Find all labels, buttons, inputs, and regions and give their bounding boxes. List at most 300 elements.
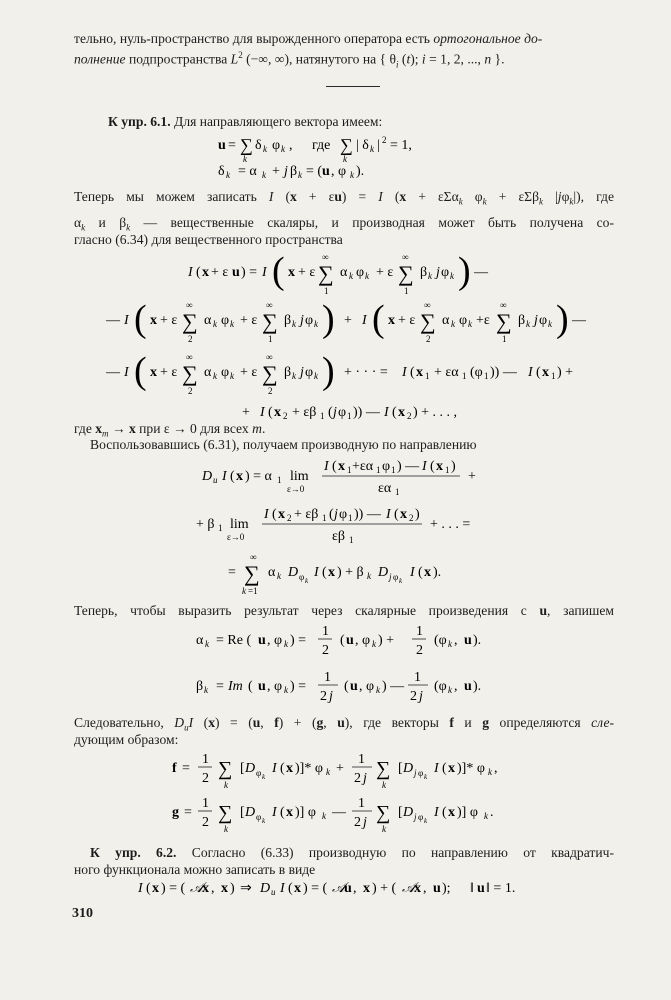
svg-text:+: + [272,164,280,179]
svg-text:k: k [292,319,296,329]
svg-text:=: = [184,805,192,820]
svg-text:,: , [211,881,215,896]
svg-text:u: u [477,881,485,896]
svg-text:∑: ∑ [218,802,233,824]
svg-text:k: k [292,371,296,381]
svg-text:k: k [484,811,488,821]
svg-text:u: u [213,475,218,485]
svg-text:I: I [386,507,391,522]
svg-text:I: I [138,881,143,896]
svg-text:—: — [332,805,346,820]
svg-text:∑: ∑ [420,309,436,334]
svg-text:∑: ∑ [376,802,391,824]
svg-text:φ: φ [256,812,262,822]
svg-text:1: 1 [425,371,430,381]
para-now-line-1: Теперь мы можем записать I (x + εu) = I (x + εΣα$_k$ $\varphi_k + \varepsilon\Sigma\beta_k$ $|j\varphi_k|$), где [74,189,614,207]
svg-text:(: ( [322,565,327,580]
svg-text:).: ). [473,633,482,648]
svg-text:2: 2 [410,689,417,704]
svg-text:+ε: +ε [476,313,490,328]
svg-text:φ: φ [339,507,348,522]
svg-text:1: 1 [462,371,467,381]
svg-text:(: ( [134,350,147,392]
svg-text:1: 1 [347,411,352,421]
svg-text:(: ( [442,761,447,776]
svg-text:) =: ) = [290,679,307,694]
svg-text:): ) [322,298,335,340]
svg-text:)) —: )) — [353,405,380,420]
eq-delta [0,160,671,182]
final-eq [0,876,671,900]
svg-text:=: = [228,138,236,153]
svg-text:1: 1 [445,465,450,475]
svg-text:1: 1 [348,513,353,523]
svg-text:D: D [245,761,256,776]
svg-text:k: k [448,639,452,649]
svg-text:+ ε: + ε [398,313,416,328]
svg-text:(: ( [344,679,349,694]
svg-text:) + β: ) + β [337,565,364,580]
svg-text:+ εβ: + εβ [294,507,319,522]
svg-text:);: ); [442,881,451,896]
svg-text:)]* φ: )]* φ [295,761,323,776]
svg-text:‖: ‖ [470,881,474,896]
svg-text:k: k [224,780,228,790]
svg-text:φ: φ [418,812,424,822]
svg-text:φ: φ [441,265,450,280]
para-now-line-2: $\alpha_k$ и $\beta_k$ — вещественные скаляры, и производная может быть получена со- [74,215,614,233]
svg-text:1: 1 [414,670,421,685]
svg-text:k: k [372,639,376,649]
svg-text:α: α [442,313,450,328]
svg-text:+ ε: + ε [160,313,178,328]
svg-text:j: j [284,164,288,179]
svg-text:).: ). [433,565,442,580]
alpha-eq [0,622,671,662]
svg-text:εβ: εβ [332,529,346,544]
svg-text:j: j [534,313,538,328]
svg-text:x: x [338,459,345,474]
svg-text:k: k [382,824,386,834]
svg-text:2: 2 [407,411,412,421]
svg-text:k: k [230,319,234,329]
section-divider [326,86,380,87]
svg-text:(: ( [394,507,399,522]
svg-text:x: x [448,805,455,820]
using-line: Воспользовавшись (6.31), получаем производную по направлению [90,437,477,452]
svg-text:φ: φ [356,265,365,280]
svg-text:, φ: , φ [331,164,347,179]
svg-text:+ εα: + εα [434,365,459,380]
svg-text:1: 1 [322,513,327,523]
expand-line-3 [0,348,671,400]
svg-text:(: ( [392,405,397,420]
svg-text:j: j [389,572,392,582]
svg-text:x: x [398,405,405,420]
ex1-heading [108,113,382,130]
svg-text:= α: = α [238,164,257,179]
svg-text:)) —: )) — [354,507,381,522]
svg-text:k: k [305,577,309,585]
svg-text:2: 2 [202,771,209,786]
svg-text:1: 1 [202,796,209,811]
svg-text:u: u [464,633,472,648]
svg-text:2: 2 [268,386,273,396]
svg-text:k: k [343,154,347,164]
svg-text:⇒: ⇒ [240,881,252,896]
para-now-line-3: гласно (6.34) для вещественного пространства [74,232,343,247]
hence-line-1: Следовательно, $D_uI$ (x) = (u, f) + (g, u), где векторы f и g определяются сле- [74,715,615,733]
svg-text:(: ( [430,459,435,474]
svg-text:1: 1 [404,286,409,296]
svg-text:) + . . . ,: ) + . . . , [413,405,458,420]
f-eq [0,750,671,794]
svg-text:φ: φ [221,313,230,328]
svg-text:I: I [410,565,415,580]
svg-text:∞: ∞ [250,552,257,562]
svg-text:∑: ∑ [376,758,391,780]
svg-text:j: j [300,313,304,328]
svg-text:u: u [464,679,472,694]
svg-text:[: [ [240,805,245,820]
svg-text:I: I [272,761,277,776]
svg-text:D: D [288,565,299,580]
svg-text:)] φ: )] φ [457,805,478,820]
svg-text:u: u [346,633,354,648]
svg-text:j: j [414,812,417,822]
top-line-2: полнение подпространства $L^2$ (−∞, ∞), натянутого на { $\theta_i$ (t); i = 1, 2, ..., n }. [74,50,505,70]
svg-text:∑: ∑ [262,361,278,386]
svg-text:φ: φ [459,313,468,328]
svg-text:): ) [451,459,456,474]
svg-text:∑: ∑ [262,309,278,334]
svg-text:x: x [150,365,157,380]
svg-text:) + (: ) + ( [372,881,397,896]
svg-text:∑: ∑ [218,758,233,780]
svg-text:(φ: (φ [470,365,483,380]
svg-text:) +: ) + [378,633,395,648]
svg-text:β: β [284,313,292,328]
svg-text:∞: ∞ [186,352,193,362]
svg-text:k: k [349,271,353,281]
svg-text:x: x [400,507,407,522]
svg-text:j: j [436,265,440,280]
deriv-line-1 [0,452,671,502]
svg-text:𝒜: 𝒜 [402,881,416,896]
svg-text:k: k [204,685,208,695]
svg-text:εα: εα [378,481,392,496]
svg-text:=: = [216,679,224,694]
svg-text:): ) [322,350,335,392]
svg-text:2: 2 [202,815,209,830]
svg-text:k: k [230,371,234,381]
svg-text:k: k [262,773,266,781]
svg-text:∞: ∞ [266,352,273,362]
svg-text:) —: ) — [382,679,405,694]
svg-text:+ ε: + ε [211,265,229,280]
svg-text:D: D [378,565,389,580]
svg-text:∞: ∞ [266,300,273,310]
svg-text:2: 2 [322,643,329,658]
svg-text:1: 1 [551,371,556,381]
svg-text:β: β [518,313,526,328]
svg-text:k: k [262,170,266,180]
svg-text:I: I [124,365,129,380]
svg-text:,: , [454,633,458,648]
hence-line-2: дующим образом: [74,732,179,747]
svg-text:k: k [350,170,354,180]
svg-text:,: , [289,138,293,153]
svg-text:x: x [448,761,455,776]
svg-text:1: 1 [324,670,331,685]
svg-text:‖ = 1.: ‖ = 1. [486,881,516,896]
svg-text:) +: ) + [557,365,574,380]
svg-text:) =: ) = [290,633,307,648]
svg-text:+ . . . =: + . . . = [430,517,471,532]
svg-text:ε→0: ε→0 [227,532,245,542]
svg-text:k: k [205,639,209,649]
svg-text:1: 1 [324,286,329,296]
svg-text:u: u [271,887,276,897]
svg-text:+: + [344,313,352,328]
svg-text:2: 2 [416,643,423,658]
svg-text:1: 1 [349,535,354,545]
svg-text:u: u [258,679,266,694]
g-eq [0,794,671,838]
svg-text:1: 1 [376,465,381,475]
svg-text:φ: φ [393,572,399,582]
svg-text:(: ( [442,805,447,820]
svg-text:k: k [277,571,281,581]
svg-text:k: k [242,586,246,596]
svg-text:x: x [436,459,443,474]
svg-text:= Re (: = Re ( [216,633,252,648]
svg-text:2: 2 [188,334,193,344]
svg-text:1: 1 [358,752,365,767]
svg-text:).: ). [473,679,482,694]
svg-text:k: k [451,319,455,329]
svg-text:=: = [228,565,236,580]
svg-text:φ: φ [299,572,305,582]
svg-text:f: f [172,761,177,776]
svg-text:x: x [278,507,285,522]
svg-text:∞: ∞ [322,252,329,262]
svg-text:)) —: )) — [490,365,517,380]
svg-text:,: , [454,679,458,694]
svg-text:(: ( [196,265,201,280]
svg-text:x: x [328,565,335,580]
svg-text:k: k [213,371,217,381]
svg-text:= (: = ( [306,164,323,179]
svg-text:x: x [542,365,549,380]
svg-text:k: k [243,154,247,164]
svg-text:k: k [281,144,285,154]
svg-text:φ: φ [256,768,262,778]
svg-text:(φ: (φ [434,679,447,694]
svg-text:, φ: , φ [359,679,375,694]
svg-text:α: α [340,265,348,280]
svg-text:): ) [415,507,420,522]
svg-text:2: 2 [320,689,327,704]
svg-text:k: k [526,319,530,329]
svg-text:k: k [365,271,369,281]
svg-text:φ: φ [305,313,314,328]
svg-text:j: j [300,365,304,380]
svg-text:D: D [260,881,271,896]
svg-text:k: k [326,767,330,777]
svg-text:I: I [124,313,129,328]
svg-text:k: k [382,780,386,790]
svg-text:β: β [420,265,428,280]
svg-text:—: — [572,313,586,328]
svg-text:k: k [448,685,452,695]
svg-text:x: x [274,405,281,420]
svg-text:Im: Im [228,679,243,694]
ex2-line-2: ного функционала можно записать в виде [74,862,316,877]
svg-text:2: 2 [426,334,431,344]
svg-text:+ ε: + ε [298,265,316,280]
svg-text:(: ( [536,365,541,380]
svg-text:(φ: (φ [434,633,447,648]
svg-text:D: D [245,805,256,820]
svg-text:k: k [424,817,428,825]
svg-text:2: 2 [354,771,361,786]
svg-text:1: 1 [347,465,352,475]
svg-text:α: α [204,313,212,328]
svg-text:(: ( [288,881,293,896]
svg-text:k: k [428,271,432,281]
svg-text:ε→0: ε→0 [287,484,305,494]
svg-text:+ ε: + ε [160,365,178,380]
svg-text:(: ( [332,459,337,474]
svg-text:g: g [172,805,179,820]
svg-text:β: β [284,365,292,380]
svg-text:k: k [367,571,371,581]
svg-text:k: k [263,144,267,154]
svg-text:x: x [414,881,421,896]
svg-text:x: x [416,365,423,380]
svg-text:φ: φ [539,313,548,328]
svg-text:x: x [202,881,209,896]
svg-text:x: x [236,469,243,484]
svg-text:u: u [433,881,441,896]
svg-text:δ: δ [255,138,262,153]
svg-text:u: u [232,265,240,280]
svg-text:(: ( [230,469,235,484]
svg-text:=1: =1 [248,586,258,596]
svg-text:,: , [353,881,357,896]
svg-text:j: j [329,689,333,704]
svg-text:): ) [556,298,569,340]
svg-text:k: k [548,319,552,329]
svg-text:) = α: ) = α [245,469,272,484]
svg-text:x: x [286,805,293,820]
svg-text:k: k [376,685,380,695]
svg-text:I: I [528,365,533,380]
svg-text:(: ( [146,881,151,896]
svg-text:φ: φ [382,459,391,474]
ex2-label: К упр. 6.2. [90,845,177,860]
expand-line-1 [0,248,671,296]
svg-text:(: ( [418,565,423,580]
svg-text:I: I [434,761,439,776]
svg-text:j: j [414,768,417,778]
svg-text:𝒜: 𝒜 [190,881,204,896]
svg-text:| δ: | δ [356,138,369,153]
svg-text:(: ( [372,298,385,340]
svg-text:∞: ∞ [402,252,409,262]
svg-text:j: j [333,405,337,420]
svg-text:β: β [290,164,298,179]
svg-text:k: k [450,271,454,281]
svg-text:+ ε: + ε [240,313,258,328]
svg-text:1: 1 [322,624,329,639]
svg-text:)]* φ: )]* φ [457,761,485,776]
svg-text:x: x [294,881,301,896]
svg-text:2: 2 [283,411,288,421]
svg-text:+: + [336,761,344,776]
svg-text:|: | [377,138,380,153]
svg-text:∑: ∑ [496,309,512,334]
scalar-line: Теперь, чтобы выразить результат через скалярные произведения с u, запишем [74,603,614,618]
svg-text:.: . [490,805,494,820]
svg-text:I: I [384,405,389,420]
svg-text:(: ( [272,250,285,292]
svg-text:lim: lim [290,469,309,484]
svg-text:+ ε: + ε [376,265,394,280]
svg-text:x: x [221,881,228,896]
svg-text:2: 2 [409,513,414,523]
svg-text:1: 1 [416,624,423,639]
svg-text:k: k [399,577,403,585]
svg-text:1: 1 [484,371,489,381]
svg-text:u: u [258,633,266,648]
svg-text:k: k [284,685,288,695]
svg-text:k: k [226,170,230,180]
svg-text:j: j [363,815,367,830]
svg-text:,: , [494,761,498,776]
svg-text:∑: ∑ [240,135,253,155]
ex1-label: К упр. 6.1. [108,114,171,129]
svg-text:—: — [106,313,120,328]
svg-text:α: α [196,633,204,648]
svg-text:𝒜: 𝒜 [332,881,346,896]
svg-text:∑: ∑ [182,309,198,334]
svg-text:1: 1 [202,752,209,767]
svg-text:∑: ∑ [318,261,334,286]
svg-text:I: I [260,405,265,420]
svg-text:I: I [272,805,277,820]
svg-text:φ: φ [221,365,230,380]
svg-text:x: x [288,265,295,280]
svg-text:I: I [434,805,439,820]
svg-text:1: 1 [395,487,400,497]
svg-text:+εα: +εα [352,459,374,474]
svg-text:, φ: , φ [267,679,283,694]
svg-text:1: 1 [268,334,273,344]
svg-text:u: u [218,138,226,153]
svg-text:∑: ∑ [244,561,260,586]
svg-text:∑: ∑ [398,261,414,286]
svg-text:x: x [286,761,293,776]
svg-text:(: ( [134,298,147,340]
svg-text:α: α [268,565,276,580]
svg-text:k: k [224,824,228,834]
svg-text:—: — [106,365,120,380]
svg-text:j: j [363,771,367,786]
svg-text:β: β [196,679,204,694]
svg-text:D: D [202,469,213,484]
